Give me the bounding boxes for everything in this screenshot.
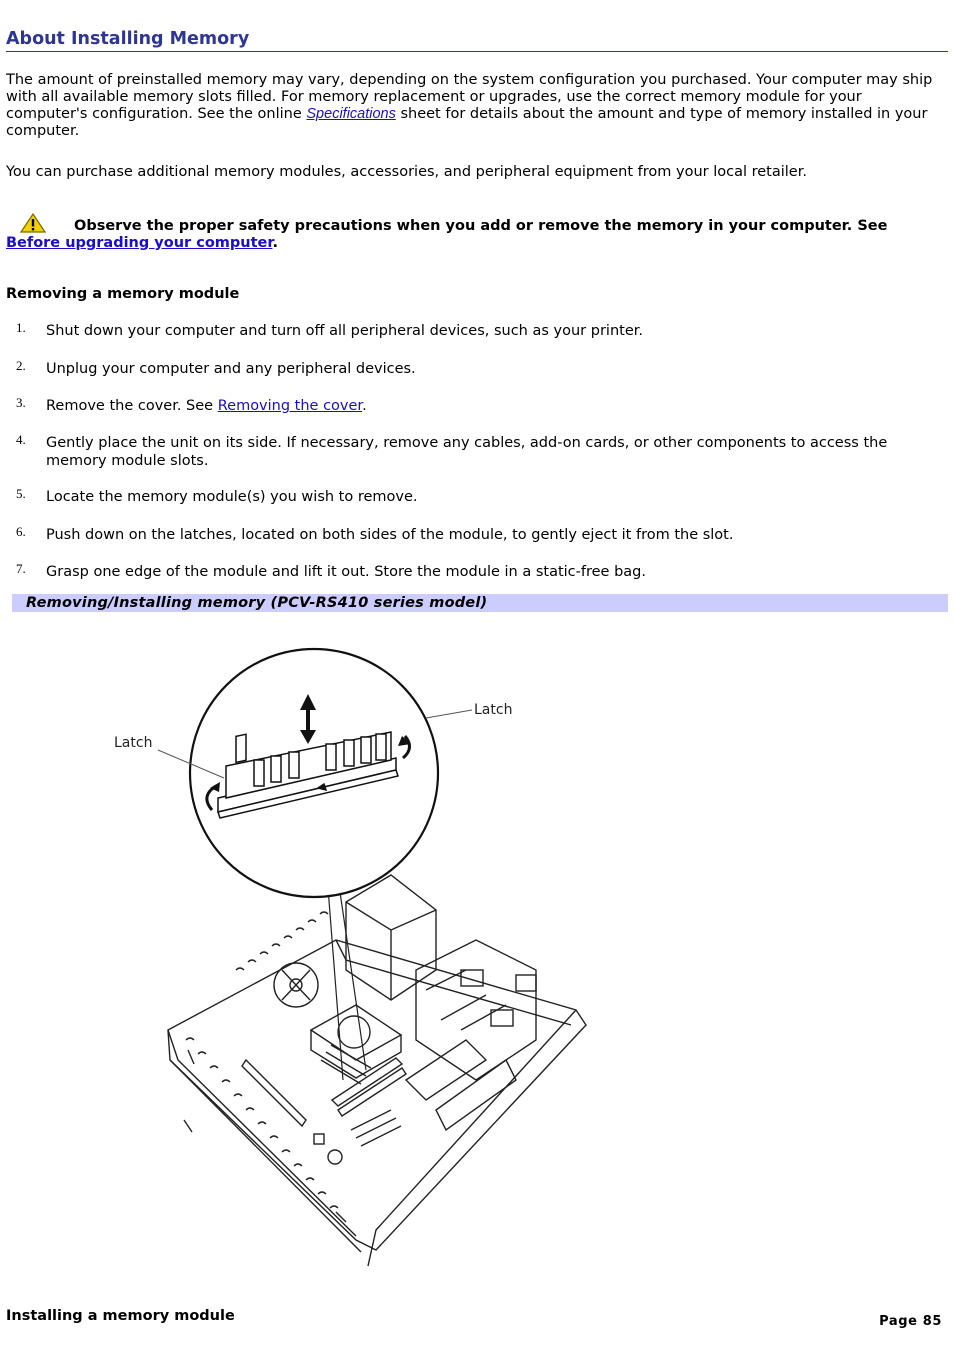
intro-text-1: The amount of preinstalled memory may vary, depending on the system configuration you purchased. Your computer may ship with all available memory slots filled. For memory replacement or upgrades, use the correct memory module for your computer's configuration. See the online <box>6 72 933 122</box>
purchase-paragraph: You can purchase additional memory modules, accessories, and peripheral equipment from your local retailer. <box>6 164 807 180</box>
figure-caption: Removing/Installing memory (PCV-RS410 series model) <box>12 594 948 612</box>
warning-period: . <box>272 235 278 251</box>
warning-text: Observe the proper safety precautions when you add or remove the memory in your computer. See <box>74 218 888 234</box>
list-item <box>6 563 936 581</box>
latch-label-left: Latch <box>114 735 153 751</box>
removal-steps-list <box>6 320 936 581</box>
safety-warning <box>6 213 936 252</box>
page-title: About Installing Memory <box>6 28 948 52</box>
list-item <box>6 434 936 470</box>
step-text: Shut down your computer and turn off all peripheral devices, such as your printer. <box>46 323 643 339</box>
step-number: 7. <box>16 561 26 576</box>
installing-heading: Installing a memory module <box>6 1308 235 1324</box>
step-text: Grasp one edge of the module and lift it out. Store the module in a static-free bag. <box>46 564 646 580</box>
step-number: 2. <box>16 358 26 373</box>
step-text-end: . <box>362 398 367 414</box>
intro-text-2: sheet for details about the amount and type of memory installed in your computer. <box>6 106 928 139</box>
specifications-link[interactable]: Specifications <box>306 106 396 122</box>
step-number: 4. <box>16 432 26 447</box>
removing-heading: Removing a memory module <box>6 286 240 302</box>
step-text: Push down on the latches, located on both sides of the module, to gently eject it from the slot. <box>46 527 734 543</box>
list-item <box>6 526 936 544</box>
page-number: Page 85 <box>879 1314 942 1329</box>
warning-triangle-icon <box>20 213 46 233</box>
intro-paragraph <box>6 72 936 140</box>
step-text: Locate the memory module(s) you wish to remove. <box>46 489 418 505</box>
memory-installation-illustration <box>106 640 596 1284</box>
step-text: Gently place the unit on its side. If necessary, remove any cables, add-on cards, or other components to access the memory module slots. <box>46 435 888 469</box>
latch-label-right: Latch <box>474 702 513 718</box>
before-upgrading-link[interactable]: Before upgrading your computer <box>6 235 273 251</box>
step-number: 1. <box>16 320 26 335</box>
step-text: Remove the cover. See <box>46 398 218 414</box>
list-item <box>6 488 936 506</box>
step-number: 6. <box>16 524 26 539</box>
removing-cover-link[interactable]: Removing the cover <box>217 398 363 414</box>
step-number: 5. <box>16 486 26 501</box>
list-item <box>6 360 936 378</box>
step-number: 3. <box>16 395 26 410</box>
computer-chassis-drawing <box>106 640 596 1280</box>
step-text: Unplug your computer and any peripheral devices. <box>46 361 416 377</box>
list-item <box>6 397 936 415</box>
list-item <box>6 322 936 340</box>
